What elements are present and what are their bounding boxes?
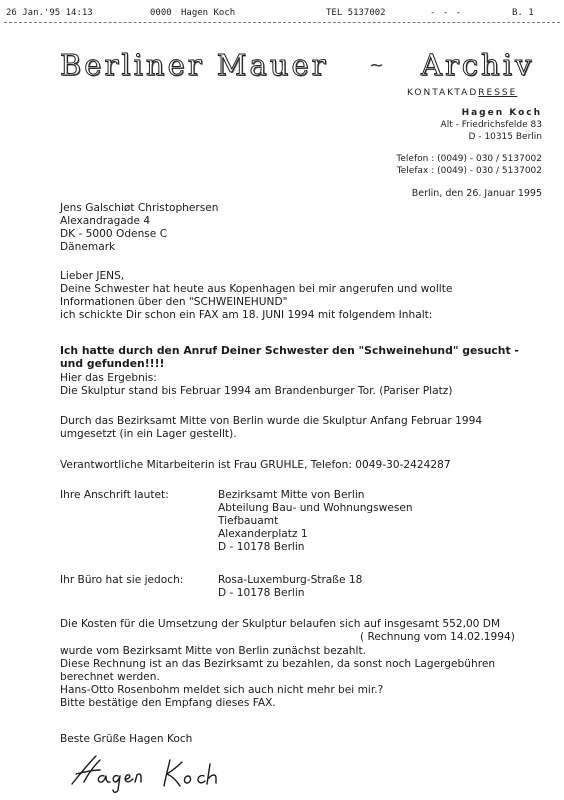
kontaktadresse-label [407, 88, 517, 98]
closing: Beste Grüße Hagen Koch [60, 733, 193, 745]
authority-line-5: D - 10178 Berlin [218, 541, 305, 553]
logo-separator: ~ [369, 55, 385, 76]
relocation-line-2: umgesetzt (in ein Lager gestellt). [60, 428, 237, 440]
sender-block [342, 107, 542, 143]
payment-line-2: Diese Rechnung ist an das Bezirksamt zu bezahlen, da sonst noch Lagergebühren [60, 658, 496, 670]
office-address [218, 574, 362, 600]
sender-name: Hagen Koch [461, 108, 542, 118]
handwritten-signature [70, 752, 250, 794]
recipient-country: Dänemark [60, 241, 116, 253]
recipient-address [60, 202, 219, 254]
kontakt-part-1: KONTAKTAD [407, 88, 479, 98]
fax-code: 0000 [150, 8, 172, 18]
salutation: Lieber JENS, [60, 270, 125, 282]
office-line-1: Rosa-Luxemburg-Straße 18 [218, 574, 363, 586]
recipient-city: DK - 5000 Odense C [60, 228, 168, 240]
intro-line-1: Deine Schwester hat heute aus Kopenhagen bei mir angerufen und wollte [60, 283, 453, 295]
paragraph-payment [60, 645, 495, 710]
sender-city: D - 10315 Berlin [468, 132, 542, 142]
fax-tel: TEL 5137002 [326, 8, 386, 18]
fax-page-number: B. 1 [512, 8, 534, 18]
result-line-2: Die Skulptur stand bis Februar 1994 am Brandenburger Tor. (Pariser Platz) [60, 385, 453, 397]
logo-archiv: Archiv [421, 48, 535, 82]
authority-line-1: Bezirksamt Mitte von Berlin [218, 489, 365, 501]
responsible-contact: Verantwortliche Mitarbeiterin ist Frau GRUHLE, Telefon: 0049-30-2424287 [60, 459, 451, 471]
authority-line-3: Tiefbauamt [218, 515, 279, 527]
intro-line-2: Informationen über den "SCHWEINEHUND" [60, 296, 288, 308]
sender-telefon: Telefon : (0049) - 030 / 5137002 [396, 154, 542, 164]
authority-line-2: Abteilung Bau- und Wohnungswesen [218, 502, 413, 514]
rosenbohm-line: Hans-Otto Rosenbohm meldet sich auch nicht mehr bei mir.? [60, 684, 384, 696]
intro-line-3: ich schickte Dir schon ein FAX am 18. JUNI 1994 mit folgendem Inhalt: [60, 309, 433, 321]
cost-line-2: ( Rechnung vom 14.02.1994) [360, 631, 515, 643]
confirm-line: Bitte bestätige den Empfang dieses FAX. [60, 697, 276, 709]
paragraph-relocation [60, 415, 482, 441]
office-label: Ihr Büro hat sie jedoch: [60, 574, 184, 586]
fax-datetime: 26 Jan.'95 14:13 [6, 8, 93, 18]
authority-address [218, 489, 413, 554]
letter-date: Berlin, den 26. Januar 1995 [411, 188, 542, 199]
highlight-line-1: Ich hatte durch den Anruf Deiner Schwester den "Schweinehund" gesucht - [60, 344, 519, 357]
paragraph-intro [60, 283, 452, 322]
sender-street: Alt - Friedrichsfelde 83 [440, 120, 542, 130]
logo-berliner-mauer: Berliner Mauer [60, 48, 329, 82]
paragraph-result [60, 372, 452, 398]
highlight-paragraph [60, 344, 519, 370]
cost-line-1: Die Kosten für die Umsetzung der Skulptur belaufen sich auf insgesamt 552,00 DM [60, 618, 501, 630]
kontakt-part-2: RESSE [478, 88, 518, 98]
recipient-name: Jens Galschiøt Christophersen [60, 202, 219, 214]
sender-telefax: Telefax : (0049) - 030 / 5137002 [396, 166, 542, 176]
authority-line-4: Alexanderplatz 1 [218, 528, 308, 540]
relocation-line-1: Durch das Bezirksamt Mitte von Berlin wurde die Skulptur Anfang Februar 1994 [60, 415, 483, 427]
fax-sender: Hagen Koch [181, 8, 236, 18]
fax-page-mark: - - - [430, 8, 463, 18]
highlight-line-2: und gefunden!!!! [60, 357, 165, 370]
payment-line-1: wurde vom Bezirksamt Mitte von Berlin zunächst bezahlt. [60, 645, 366, 657]
recipient-street: Alexandragade 4 [60, 215, 151, 227]
fax-header-rule [4, 22, 560, 23]
result-line-1: Hier das Ergebnis: [60, 372, 157, 384]
payment-line-3: berechnet werden. [60, 671, 160, 683]
sender-contact [342, 153, 542, 177]
address-label: Ihre Anschrift lautet: [60, 489, 169, 501]
office-line-2: D - 10178 Berlin [218, 587, 305, 599]
